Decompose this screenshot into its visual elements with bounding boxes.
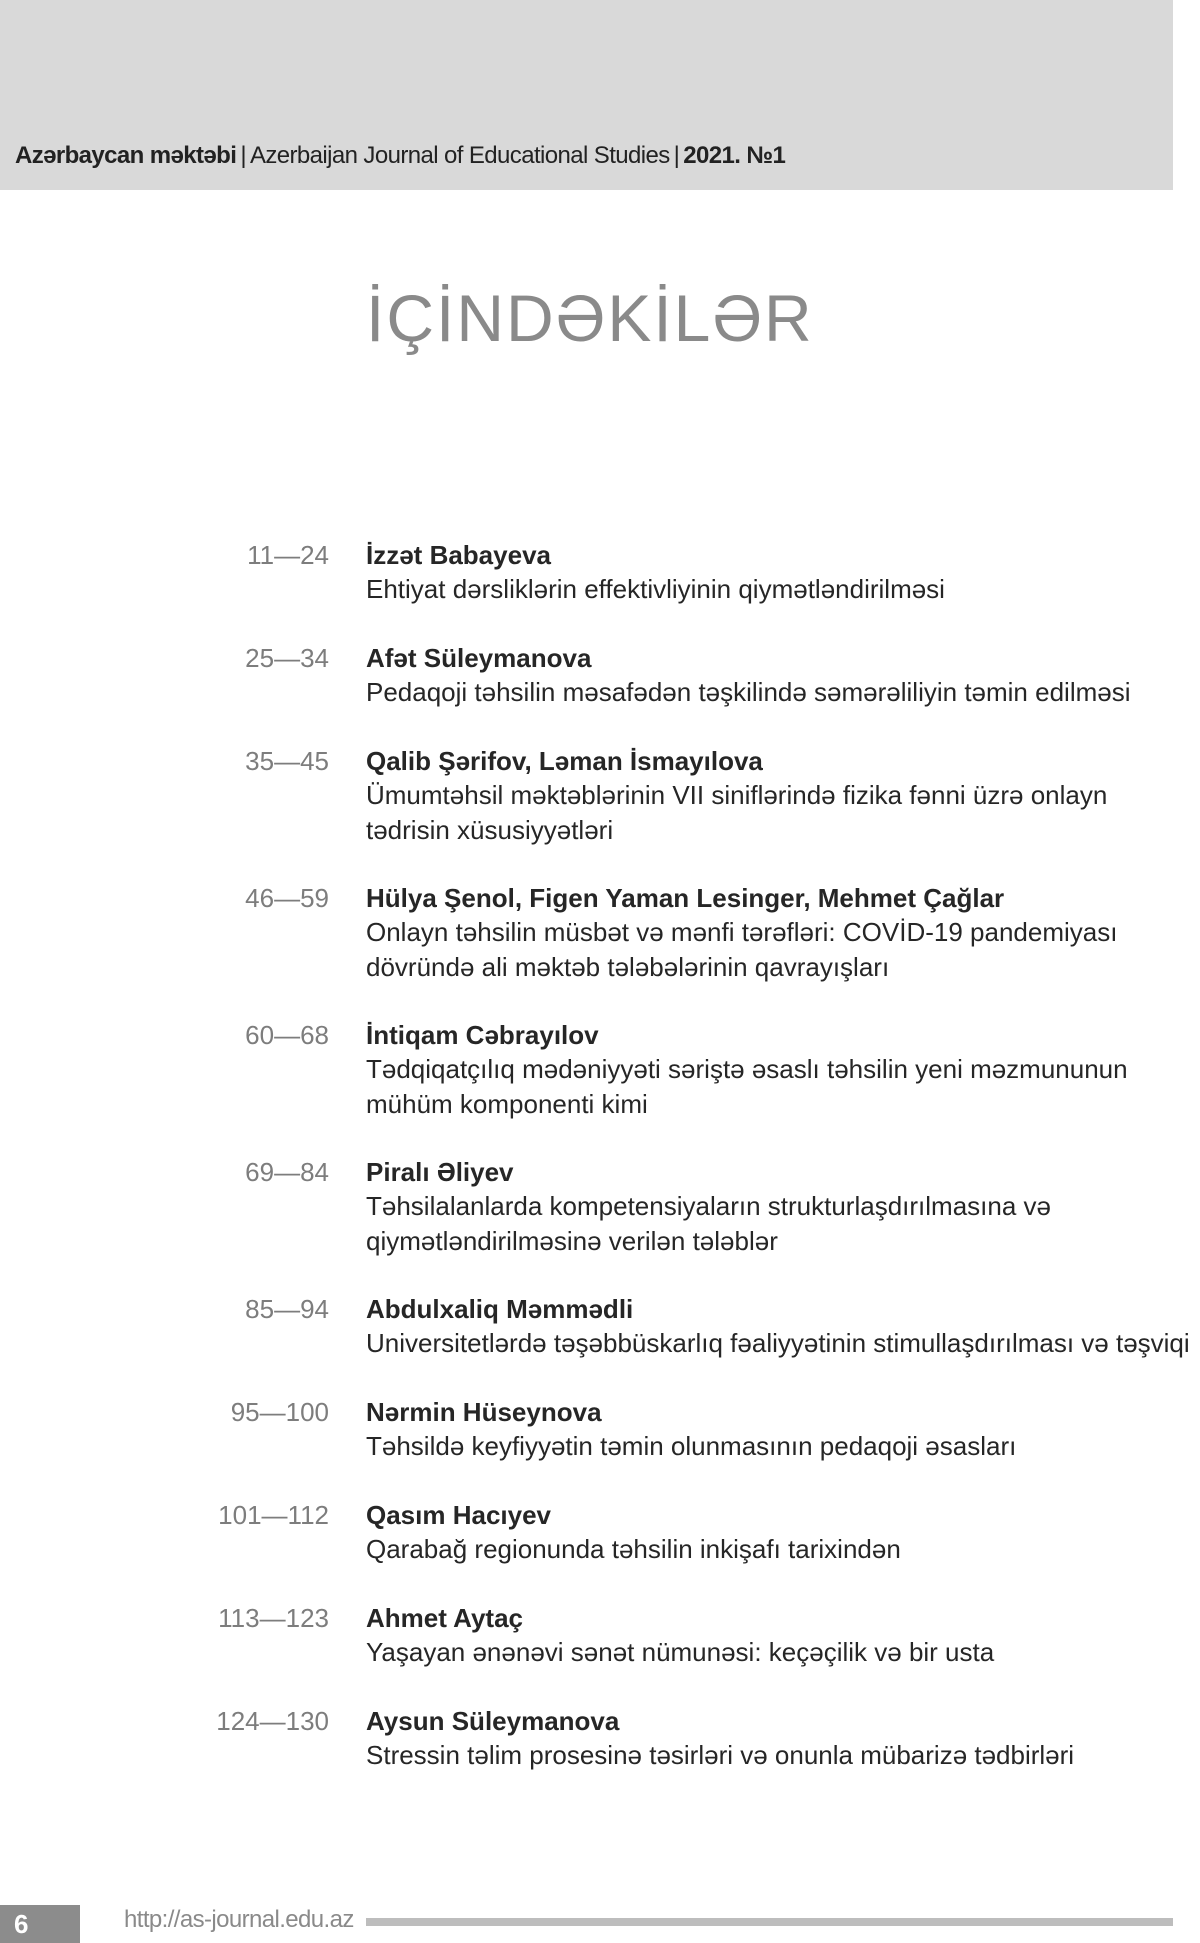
- toc-author: Hülya Şenol, Figen Yaman Lesinger, Mehmet Çağlar: [366, 883, 1005, 913]
- toc-text: [366, 881, 1186, 984]
- toc-article-title: Ümumtəhsil məktəblərinin VII siniflərində fizika fənni üzrə onlayn: [366, 780, 1108, 810]
- toc-text: [366, 1704, 1186, 1773]
- toc-article-title: dövründə ali məktəb tələbələrinin qavrayışları: [366, 951, 890, 982]
- toc-article-title: Universitetlərdə təşəbbüskarlıq fəaliyyətinin stimullaşdırılması və təşviqi: [366, 1328, 1190, 1358]
- toc-article-title: mühüm komponenti kimi: [366, 1088, 648, 1119]
- toc-author: Abdulxaliq Məmmədli: [366, 1294, 634, 1324]
- toc-article-title: tədrisin xüsusiyyətləri: [366, 814, 614, 845]
- journal-name-en: Azerbaijan Journal of Educational Studies: [249, 142, 670, 169]
- toc-article-title: Ehtiyat dərsliklərin effektivliyinin qiymətləndirilməsi: [366, 574, 945, 604]
- journal-name-az: Azərbaycan məktəbi: [15, 142, 237, 169]
- toc-article-title: qiymətləndirilməsinə verilən tələblər: [366, 1225, 778, 1256]
- toc-page-range: 11—24: [247, 540, 329, 570]
- toc-text: [366, 538, 1186, 607]
- toc-article-title: Qarabağ regionunda təhsilin inkişafı tarixindən: [366, 1534, 901, 1564]
- toc-page-range: 101—112: [218, 1500, 329, 1530]
- toc-author: Aysun Süleymanova: [366, 1706, 620, 1736]
- toc-page-range: 95—100: [230, 1397, 329, 1427]
- toc-text: [366, 1018, 1186, 1121]
- header-separator-1: |: [240, 142, 246, 169]
- page-number: 6: [14, 1909, 29, 1939]
- toc-article-title: Onlayn təhsilin müsbət və mənfi tərəfləri: COVİD-19 pandemiyası: [366, 917, 1118, 947]
- toc-article-title: Tədqiqatçılıq mədəniyyəti səriştə əsaslı təhsilin yeni məzmununun: [366, 1054, 1128, 1084]
- toc-article-title: Pedaqoji təhsilin məsafədən təşkilində səmərəliliyin təmin edilməsi: [366, 677, 1131, 707]
- toc-text: [366, 1601, 1186, 1670]
- header-separator-2: |: [673, 142, 680, 169]
- toc-page-range: 124—130: [216, 1706, 329, 1736]
- toc-page-range: 46—59: [245, 883, 329, 913]
- toc-page-range: 25—34: [245, 643, 329, 673]
- toc-article-title: Təhsildə keyfiyyətin təmin olunmasının pedaqoji əsasları: [366, 1431, 1017, 1461]
- toc-author: Afət Süleymanova: [366, 643, 592, 673]
- toc-text: [366, 1155, 1186, 1258]
- page-title: İÇİNDƏKİLƏR: [366, 281, 814, 355]
- toc-page-range: 35—45: [245, 746, 329, 776]
- toc-text: [366, 1292, 1190, 1361]
- issue-label: 2021. №1: [683, 142, 786, 169]
- toc-author: Qalib Şərifov, Ləman İsmayılova: [366, 746, 763, 776]
- toc-text: [366, 1498, 1186, 1567]
- toc-author: Qasım Hacıyev: [366, 1500, 552, 1530]
- page-number-box: [0, 1905, 80, 1943]
- toc-text: [366, 1395, 1186, 1464]
- toc-article-title: Yaşayan ənənəvi sənət nümunəsi: keçəçilik və bir usta: [366, 1637, 995, 1667]
- toc-page-range: 113—123: [218, 1603, 329, 1633]
- toc-author: Nərmin Hüseynova: [366, 1397, 602, 1427]
- toc-text: [366, 641, 1186, 710]
- toc-article-title: Stressin təlim prosesinə təsirləri və onunla mübarizə tədbirləri: [366, 1740, 1075, 1770]
- toc-article-title: Təhsilalanlarda kompetensiyaların strukturlaşdırılmasına və: [366, 1191, 1051, 1221]
- toc-author: İntiqam Cəbrayılov: [366, 1020, 599, 1050]
- toc-author: Ahmet Aytaç: [366, 1603, 524, 1633]
- toc-author: İzzət Babayeva: [366, 540, 551, 570]
- journal-header: [15, 142, 785, 170]
- toc-page-range: 60—68: [245, 1020, 329, 1050]
- toc-text: [366, 744, 1186, 847]
- journal-url[interactable]: http://as-journal.edu.az: [124, 1906, 354, 1933]
- footer-rule: [366, 1918, 1173, 1926]
- toc-page-range: 85—94: [245, 1294, 329, 1324]
- toc-author: Piralı Əliyev: [366, 1157, 514, 1187]
- toc-page-range: 69—84: [245, 1157, 329, 1187]
